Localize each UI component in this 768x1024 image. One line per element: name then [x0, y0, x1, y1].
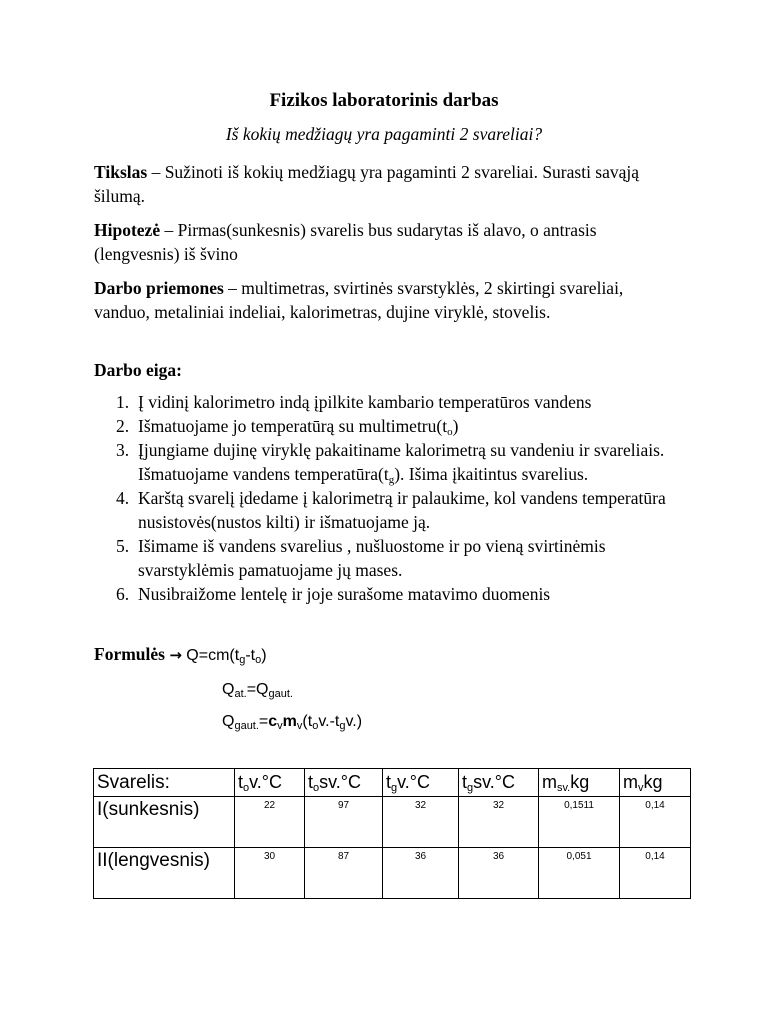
hipoteze-label: Hipotezė [94, 220, 161, 240]
step-number: 4. [116, 488, 130, 508]
table-header-cell: $t_osv.^\circ C$ [305, 769, 383, 797]
step-number: 6. [116, 584, 130, 604]
table-header-cell: $t_ov.^\circ C$ [235, 769, 305, 797]
formula-1: $Q=cm(t_g-t_o)$ [186, 647, 267, 666]
list-item [94, 390, 694, 414]
step-text: Nusibraižome lentelę ir joje surašome matavimo duomenis [138, 584, 551, 604]
list-item [94, 486, 694, 534]
step-number: 5. [116, 536, 130, 556]
table-cell: 32 [459, 797, 539, 848]
list-item [94, 438, 694, 486]
table-cell: 36 [383, 848, 459, 899]
section-priemones [94, 276, 654, 324]
step-text: Karštą svarelį įdedame į kalorimetrą ir palaukime, kol vandens temperatūra nusistovės(nustos kilti) ir išmatuojame ją. [138, 488, 666, 532]
table-cell: 0,1511 [539, 797, 620, 848]
table-row [94, 797, 691, 848]
step-text: Išmatuojame jo temperatūrą su $multimetru(t_o)$ [138, 416, 459, 438]
table-cell: 32 [383, 797, 459, 848]
table-header-cell: $t_gsv.^\circ C$ [459, 769, 539, 797]
section-eiga [94, 358, 654, 382]
formula-3: $Q_{gaut.}=c_vm_v(t_ov.-t_gv.)$ [222, 713, 363, 732]
document-subtitle: Iš kokių medžiagų yra pagaminti 2 svareliai? [225, 124, 543, 144]
arrow-right-icon: → [169, 646, 182, 664]
step-number: 1. [116, 392, 130, 412]
step-text: Įjungiame dujinę viryklę pakaitiname kalorimetrą su vandeniu ir svareliais. Išmatuojame vandens $temperatūra(t_g)$. Išima įkaitintus svarelius. [138, 440, 665, 486]
table-header-cell: $m_{sv.}kg$ [539, 769, 620, 797]
eiga-label: Darbo eiga: [94, 360, 182, 380]
table-cell: 97 [305, 797, 383, 848]
list-item [94, 414, 694, 438]
tikslas-label: Tikslas [94, 162, 148, 182]
table-row-label: II(lengvesnis) [94, 848, 235, 899]
step-text: Į vidinį kalorimetro indą įpilkite kambario temperatūros vandens [138, 392, 592, 412]
list-item [94, 534, 694, 582]
priemones-label: Darbo priemones [94, 278, 224, 298]
tikslas-text: – Sužinoti iš kokių medžiagų yra pagaminti 2 svareliai. Surasti savąją šilumą. [94, 162, 640, 206]
data-table [93, 768, 691, 899]
steps-list [94, 390, 694, 606]
table-header-cell: $t_gv.^\circ C$ [383, 769, 459, 797]
table-row-label: I(sunkesnis) [94, 797, 235, 848]
table-cell: 0,14 [620, 848, 691, 899]
step-number: 2. [116, 416, 130, 436]
priemones-text: – multimetras, svirtinės svarstyklės, 2 skirtingi svareliai, vanduo, metaliniai indeliai, kalorimetras, dujine viryklė, stovelis. [94, 278, 624, 322]
table-header-row [94, 769, 691, 797]
table-header-cell: Svarelis: [94, 769, 235, 797]
step-number: 3. [116, 440, 130, 460]
section-tikslas [94, 160, 654, 208]
table-cell: 87 [305, 848, 383, 899]
table-row [94, 848, 691, 899]
table-cell: 0,051 [539, 848, 620, 899]
formula-main [94, 642, 267, 668]
document-title: Fizikos laboratorinis darbas [269, 90, 499, 111]
step-text: Išimame iš vandens svarelius , nušluostome ir po vieną svirtinėmis svarstyklėmis pamatuojame jų mases. [138, 536, 606, 580]
table-cell: 30 [235, 848, 305, 899]
hipoteze-text: – Pirmas(sunkesnis) svarelis bus sudarytas iš alavo, o antrasis (lengvesnis) iš švino [94, 220, 597, 264]
table-header-cell: $m_vkg$ [620, 769, 691, 797]
formula-2: $Q_{at.}=Q_{gaut.}$ [222, 681, 293, 700]
formulas-label: Formulės [94, 644, 165, 664]
table-cell: 36 [459, 848, 539, 899]
table-cell: 0,14 [620, 797, 691, 848]
list-item [94, 582, 694, 606]
table-cell: 22 [235, 797, 305, 848]
section-hipoteze [94, 218, 654, 266]
